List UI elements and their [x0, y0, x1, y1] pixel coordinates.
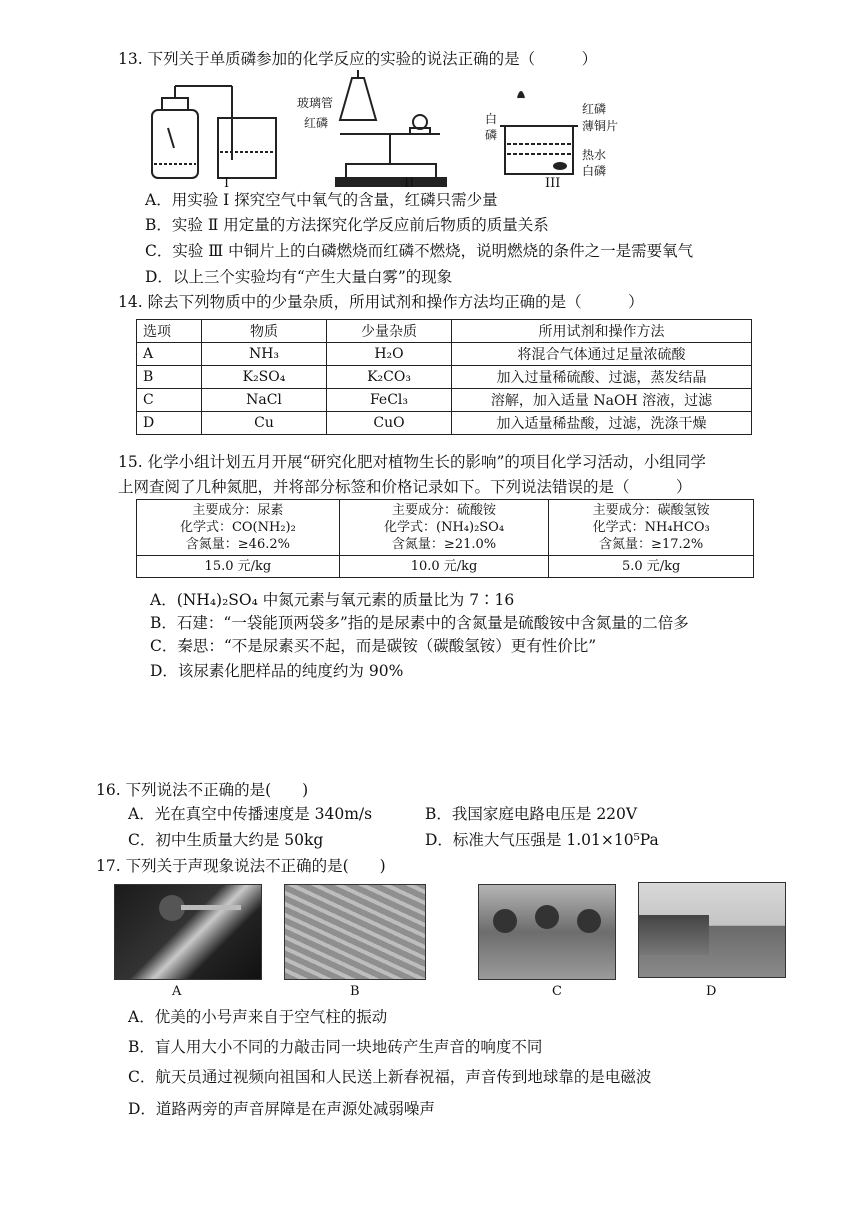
q16-option-d: D．标准大气压强是 1.01×10⁵Pa: [425, 831, 659, 849]
label-nitrogen: 含氮量：≥46.2%: [185, 537, 290, 552]
price-ammonium-bicarbonate: 5.0 元/kg: [549, 556, 754, 578]
row-a-option: A: [137, 343, 202, 366]
q16-stem: 16. 下列说法不正确的是( ): [96, 781, 309, 799]
q15-stem-line-2: 上网查阅了几种氮肥，并将部分标签和价格记录如下。下列说法错误的是（ ）: [118, 478, 692, 496]
label-nitrogen: 含氮量：≥17.2%: [599, 537, 704, 552]
astronaut-3-shape: [577, 909, 601, 933]
price-ammonium-sulfate: 10.0 元/kg: [339, 556, 549, 578]
label-white-phosphorus-3: 白磷: [582, 164, 607, 178]
label-red-phosphorus-3: 红磷: [582, 102, 607, 116]
table-row: [137, 556, 754, 578]
fig-caption-1: I: [224, 176, 230, 191]
row-b-impurity: K₂CO₃: [327, 366, 452, 389]
label-hot-water: 热水: [582, 148, 607, 162]
sound-barrier-shape: [639, 915, 709, 955]
q15-option-c: C．秦思：“不是尿素买不起，而是碳铵（碳酸氢铵）更有性价比”: [150, 637, 597, 655]
row-d-method: 加入适量稀盐酸，过滤，洗涤干燥: [452, 412, 752, 435]
photo-caption-b: B: [350, 984, 360, 999]
table-row: [137, 412, 752, 435]
label-copper-plate: 薄铜片: [582, 119, 619, 133]
row-c-substance: NaCl: [202, 389, 327, 412]
row-a-impurity: H₂O: [327, 343, 452, 366]
q15-fertilizer-table: [136, 499, 754, 578]
label-main: 主要成分：硫酸铵: [392, 503, 497, 518]
row-a-method: 将混合气体通过足量浓硫酸: [452, 343, 752, 366]
label-red-phosphorus: 红磷: [304, 116, 329, 130]
q17-option-c: C．航天员通过视频向祖国和人民送上新春祝福，声音传到地球靠的是电磁波: [128, 1068, 652, 1086]
q14-stem: 14. 除去下列物质中的少量杂质，所用试剂和操作方法均正确的是（ ）: [118, 293, 644, 311]
photo-tactile-paving: [284, 884, 426, 980]
q14-table: [136, 319, 752, 435]
table-row: [137, 366, 752, 389]
row-c-option: C: [137, 389, 202, 412]
label-main: 主要成分：碳酸氢铵: [592, 503, 710, 518]
q13-option-c: C．实验 Ⅲ 中铜片上的白磷燃烧而红磷不燃烧，说明燃烧的条件之一是需要氧气: [145, 242, 694, 260]
experiment-3-apparatus: [500, 92, 578, 174]
row-d-impurity: CuO: [327, 412, 452, 435]
q16-option-c: C．初中生质量大约是 50kg: [128, 831, 324, 849]
label-formula: 化学式：CO(NH₂)₂: [179, 520, 296, 535]
q16-option-b: B．我国家庭电路电压是 220V: [425, 805, 638, 823]
row-d-substance: Cu: [202, 412, 327, 435]
q15-option-b: B．石建：“一袋能顶两袋多”指的是尿素中的含氮量是硫酸铵中含氮量的二倍多: [150, 614, 689, 632]
label-white-p-2: 磷: [485, 128, 498, 142]
q17-option-b: B．盲人用大小不同的力敲击同一块地砖产生声音的响度不同: [128, 1038, 543, 1056]
q16-option-a: A．光在真空中传播速度是 340m/s: [128, 805, 373, 823]
q15-option-a: A．(NH₄)₂SO₄ 中氮元素与氧元素的质量比为 7∶16: [150, 591, 515, 609]
header-impurity: 少量杂质: [327, 320, 452, 343]
experiment-2-apparatus: [336, 70, 446, 186]
q15-option-d: D．该尿素化肥样品的纯度约为 90%: [150, 662, 404, 680]
fertilizer-label-ammonium-sulfate: [339, 500, 549, 556]
fig-caption-2: II: [404, 176, 415, 191]
photo-caption-d: D: [706, 984, 717, 999]
table-header-row: [137, 320, 752, 343]
label-formula: 化学式：NH₄HCO₃: [592, 520, 710, 535]
row-b-method: 加入过量稀硫酸、过滤，蒸发结晶: [452, 366, 752, 389]
q13-option-d: D．以上三个实验均有“产生大量白雾”的现象: [145, 268, 453, 286]
header-option: 选项: [137, 320, 202, 343]
fig-caption-3: III: [545, 176, 561, 191]
row-b-substance: K₂SO₄: [202, 366, 327, 389]
experiment-1-apparatus: [152, 86, 276, 178]
price-urea: 15.0 元/kg: [137, 556, 340, 578]
q17-stem: 17. 下列关于声现象说法不正确的是( ): [96, 857, 386, 875]
header-method: 所用试剂和操作方法: [452, 320, 752, 343]
row-a-substance: NH₃: [202, 343, 327, 366]
row-c-impurity: FeCl₃: [327, 389, 452, 412]
label-main: 主要成分：尿素: [192, 503, 284, 518]
q13-stem: 13. 下列关于单质磷参加的化学反应的实验的说法正确的是（ ）: [118, 50, 598, 68]
row-c-method: 溶解，加入适量 NaOH 溶液，过滤: [452, 389, 752, 412]
photo-caption-c: C: [552, 984, 562, 999]
label-formula: 化学式：(NH₄)₂SO₄: [384, 520, 505, 535]
header-substance: 物质: [202, 320, 327, 343]
q15-stem-line-1: 15. 化学小组计划五月开展“研究化肥对植物生长的影响”的项目化学习活动，小组同学: [118, 453, 706, 471]
row-b-option: B: [137, 366, 202, 389]
table-row: [137, 389, 752, 412]
photo-astronauts-greeting: [478, 884, 616, 980]
photo-caption-a: A: [172, 984, 182, 999]
row-d-option: D: [137, 412, 202, 435]
label-nitrogen: 含氮量：≥21.0%: [391, 537, 497, 552]
q13-option-a: A．用实验 Ⅰ 探究空气中氧气的含量，红磷只需少量: [145, 191, 498, 209]
label-glass-tube: 玻璃管: [297, 96, 334, 110]
fertilizer-label-urea: [137, 500, 340, 556]
q17-option-d: D．道路两旁的声音屏障是在声源处减弱噪声: [128, 1100, 435, 1118]
label-white-p-1: 白: [485, 112, 498, 126]
photo-noise-barrier-road: [638, 882, 786, 978]
astronaut-2-shape: [535, 905, 559, 929]
photo-trumpet-player: [114, 884, 262, 980]
table-row: [137, 343, 752, 366]
table-row: [137, 500, 754, 556]
fertilizer-label-ammonium-bicarbonate: [549, 500, 754, 556]
q17-option-a: A．优美的小号声来自于空气柱的振动: [128, 1008, 388, 1026]
trumpet-shape: [181, 905, 241, 910]
astronaut-1-shape: [493, 909, 517, 933]
q13-option-b: B．实验 Ⅱ 用定量的方法探究化学反应前后物质的质量关系: [145, 216, 549, 234]
